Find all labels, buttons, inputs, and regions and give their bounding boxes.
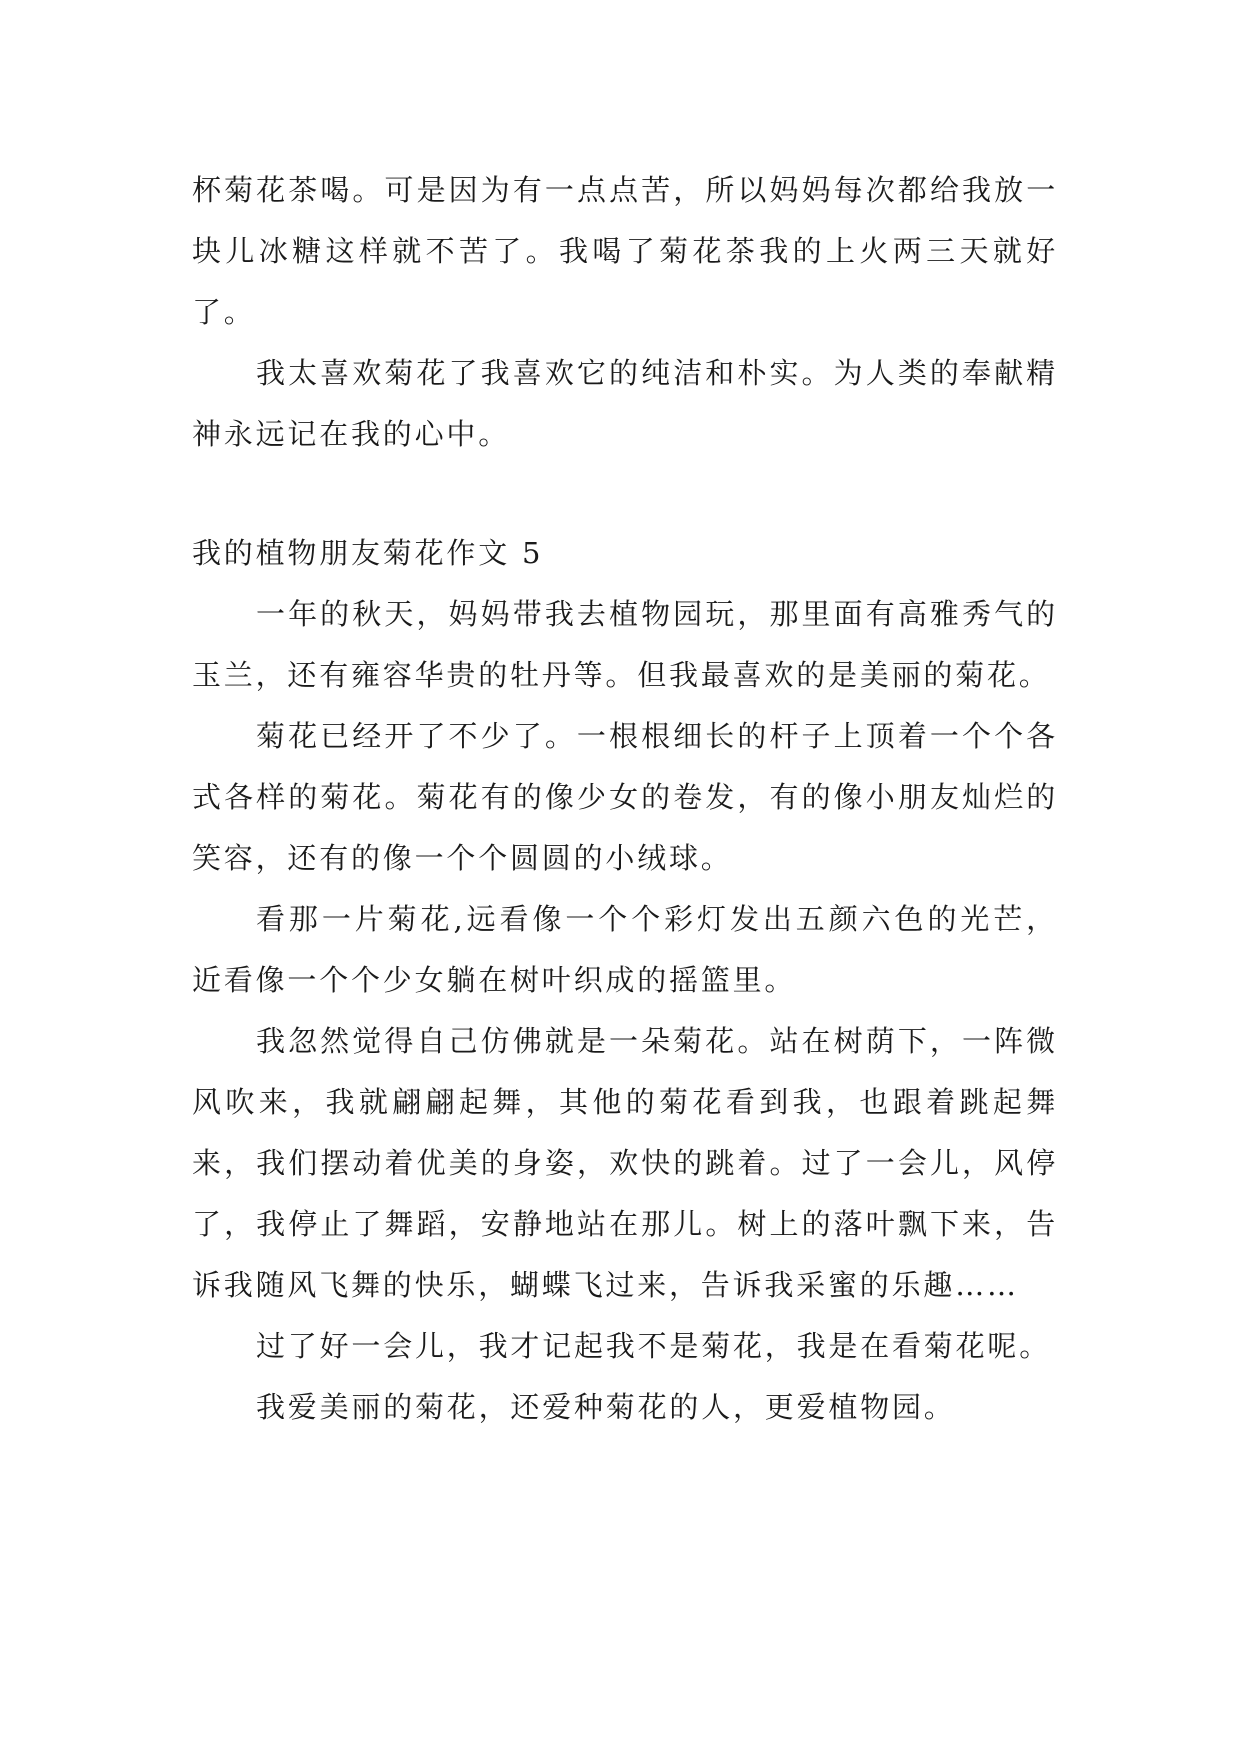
section-title: 我的植物朋友菊花作文 5 xyxy=(192,536,544,570)
paragraph: 过了好一会儿，我才记起我不是菊花，我是在看菊花呢。 xyxy=(256,1329,1052,1363)
section-gap xyxy=(192,465,1058,523)
paragraph-continued: 杯菊花茶喝。可是因为有一点点苦，所以妈妈每次都给我放一块儿冰糖这样就不苦了。我喝了菊花茶我的上火两三天就好了。 xyxy=(192,173,1058,329)
paragraph: 我爱美丽的菊花，还爱种菊花的人，更爱植物园。 xyxy=(256,1390,956,1424)
paragraph: 菊花已经开了不少了。一根根细长的杆子上顶着一个个各式各样的菊花。菊花有的像少女的卷发，有的像小朋友灿烂的笑容，还有的像一个个圆圆的小绒球。 xyxy=(192,719,1058,875)
paragraph: 看那一片菊花,远看像一个个彩灯发出五颜六色的光芒，近看像一个个少女躺在树叶织成的摇篮里。 xyxy=(192,902,1058,997)
document-page xyxy=(192,160,1058,1438)
paragraph: 一年的秋天，妈妈带我去植物园玩，那里面有高雅秀气的玉兰，还有雍容华贵的牡丹等。但我最喜欢的是美丽的菊花。 xyxy=(192,597,1058,692)
paragraph: 我忽然觉得自己仿佛就是一朵菊花。站在树荫下，一阵微风吹来，我就翩翩起舞，其他的菊花看到我，也跟着跳起舞来，我们摆动着优美的身姿，欢快的跳着。过了一会儿，风停了，我停止了舞蹈，安静地站在那儿。树上的落叶飘下来，告诉我随风飞舞的快乐，蝴蝶飞过来，告诉我采蜜的乐趣…… xyxy=(192,1024,1058,1302)
paragraph: 我太喜欢菊花了我喜欢它的纯洁和朴实。为人类的奉献精神永远记在我的心中。 xyxy=(192,356,1058,451)
